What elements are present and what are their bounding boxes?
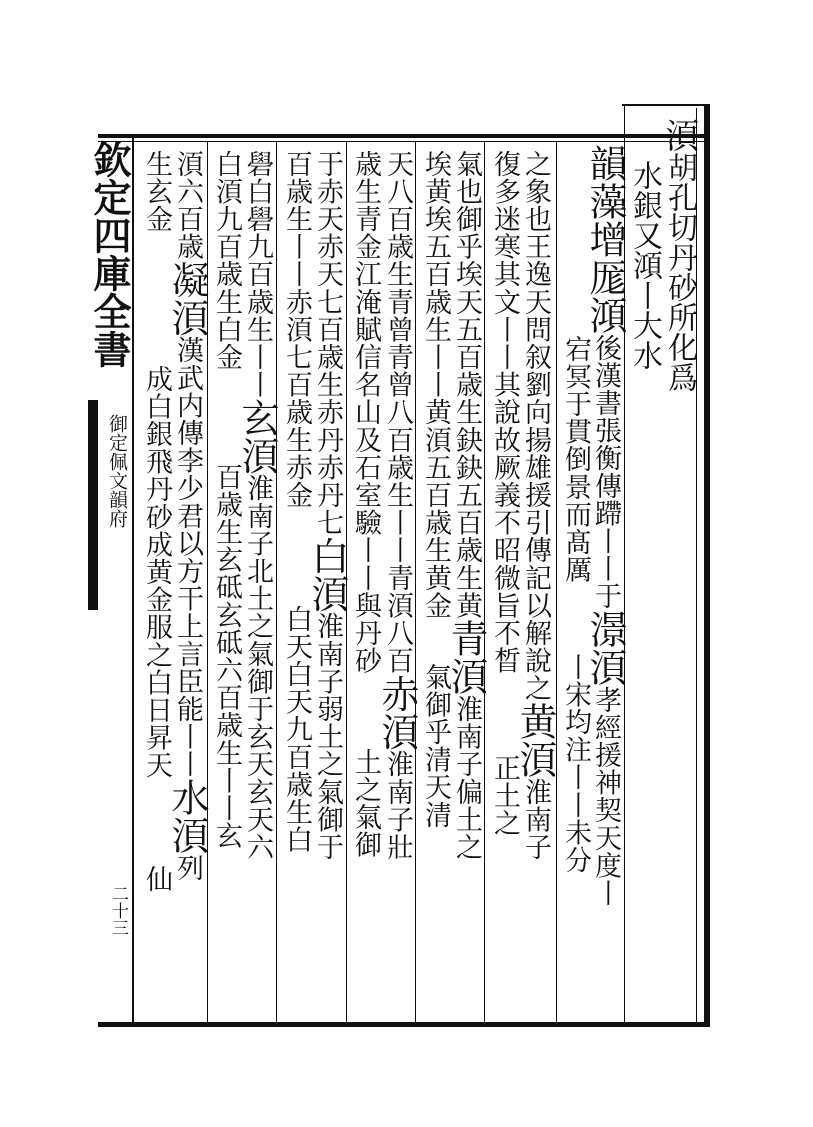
- headword: 湏: [375, 712, 419, 751]
- headword: 湏: [659, 118, 699, 152]
- column-text: 宕冥于貫倒景而髙厲: [560, 335, 591, 584]
- text-column-11: [305, 150, 349, 1022]
- text-column-5: [513, 150, 557, 1022]
- headword: 湏: [235, 436, 279, 475]
- column-text: 白天白天九百歳生白: [281, 604, 312, 854]
- text-column-13: [235, 150, 279, 1022]
- right-border-line: [704, 106, 710, 1027]
- column-text: 淮南子壯: [382, 750, 413, 861]
- column-text: 于赤天赤天七百歳生赤丹赤丹七: [312, 150, 343, 537]
- headword: 赤: [375, 674, 419, 713]
- text-column-4: [559, 335, 589, 1022]
- bottom-border-line: [98, 1022, 710, 1027]
- headword: 湏: [513, 740, 557, 778]
- column-text: 後漢書張衡傳: [590, 334, 621, 500]
- headword: 凝: [165, 260, 209, 299]
- column-divider-line: [556, 142, 557, 1022]
- column-text: 生玄金: [141, 150, 172, 233]
- column-text: 氣也御乎埃天五百歳生鈌鈌五百歳生黄: [451, 150, 482, 620]
- column-text: 淮南子弱土之氣御于: [312, 612, 343, 861]
- column-text: 湏六百歳: [172, 150, 203, 261]
- headword: 澒: [583, 296, 627, 334]
- top-border-line: [98, 134, 710, 138]
- heading-text: 韻藻增: [583, 144, 627, 258]
- text-column-16: [140, 150, 170, 1022]
- column-text: 土之氣御: [350, 748, 381, 859]
- headword: 玄: [235, 398, 279, 437]
- text-column-7: [444, 150, 488, 1022]
- column-text: 白湏九百歳生白金: [211, 150, 242, 371]
- text-column-12: [280, 150, 310, 1022]
- column-text: 水銀又澒丨大水: [627, 160, 662, 370]
- book-title: 欽定四庫全書: [87, 140, 132, 368]
- headword: 黄: [513, 702, 557, 740]
- text-column-2: [627, 160, 662, 420]
- column-text: 之象也王逸天問叙劉向揚雄援引傳記以解說之: [520, 150, 551, 702]
- column-text: 孝經援神契天度丨: [590, 686, 621, 907]
- headword: 湏: [583, 648, 627, 687]
- headword: 湏: [444, 657, 488, 696]
- column-text: 丨宋均注丨丨未分: [560, 653, 591, 875]
- text-column-15: [165, 150, 209, 1022]
- column-text: 正土之: [489, 754, 520, 838]
- column-text: 天八百歳生青曾青曾八百歳生丨丨青湏八百: [382, 150, 413, 675]
- headword: 澋: [583, 610, 627, 649]
- headword: 湏: [305, 574, 349, 613]
- column-text: 埃黄埃五百歳生丨丨黄湏五百歳生黄金: [420, 150, 451, 620]
- column-text: 淮南子: [520, 778, 551, 861]
- text-column-14: [210, 150, 240, 1022]
- text-column-6: [488, 150, 518, 1022]
- column-text: 成白銀飛丹砂成黄金服之白日昇天: [141, 364, 172, 779]
- column-text: 淮南子北土之氣御于玄天玄天六: [242, 474, 273, 861]
- text-column-10: [349, 150, 379, 1022]
- column-divider-line: [276, 142, 277, 1022]
- headword: 厖: [583, 258, 627, 296]
- section-title: 御定佩文韻府: [106, 414, 128, 528]
- margin-divider-line: [132, 138, 134, 1025]
- column-text: 蹛丨丨于: [590, 499, 621, 611]
- page-number: 二十三: [108, 885, 128, 936]
- headword: 水: [165, 778, 209, 817]
- column-text: 列: [172, 854, 203, 882]
- column-text: 礐白礐九百歳生丨丨: [242, 150, 273, 399]
- text-column-9: [375, 150, 419, 1022]
- column-text: 仙: [141, 864, 172, 893]
- column-text: 百歳生丨丨赤湏七百歳生赤金: [281, 150, 312, 509]
- column-text: 氣御乎清天清: [420, 663, 451, 829]
- column-text: 歳生青金江淹賦信名山及石室驗丨丨與丹砂: [350, 150, 381, 675]
- headword: 湏: [165, 298, 209, 337]
- headword: 白: [305, 536, 349, 575]
- top-right-corner-line: [622, 104, 710, 106]
- column-text: 百歳生玄砥玄砥六百歳生丨丨玄: [211, 462, 242, 850]
- column-text: 胡孔切丹砂所化爲: [662, 152, 697, 392]
- headword: 湏: [165, 816, 209, 855]
- text-column-8: [419, 150, 449, 1022]
- text-column-3: [583, 144, 627, 1022]
- column-text: 漢武内傳李少君以方干上言臣能丨丨: [172, 336, 203, 779]
- column-text: 淮南子偏土之: [451, 695, 482, 861]
- headword: 青: [444, 619, 488, 658]
- top-border-thin-line: [98, 141, 710, 142]
- column-text: 復多迷寒其文丨丨其說故厥義不昭微旨不晳: [489, 150, 520, 675]
